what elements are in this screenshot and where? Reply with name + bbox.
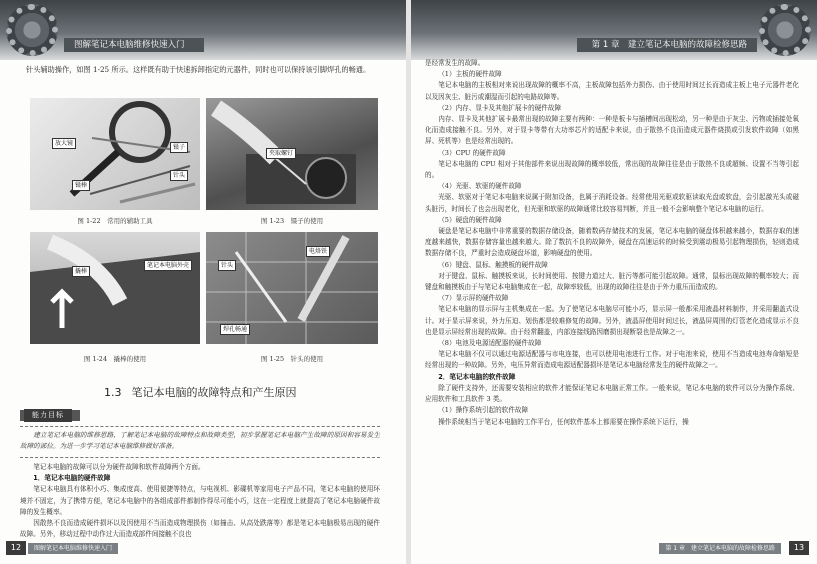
footer-title: 图解笔记本电脑维修快速入门 (28, 543, 118, 554)
intro-paragraph: 针头辅助操作，如图 1-25 所示。这样既有助于快速拆卸指定的元器件，同时也可以保持该引脚焊孔的畅通。 (26, 65, 371, 74)
goal-text: 建立笔记本电脑的维修思路，了解笔记本电脑的故障特点和故障类型，初步掌握笔记本电脑产生故障的原因和容易发生故障的部位。为进一步学习笔记本电脑维修做好准备。 (20, 431, 380, 451)
numbered-heading: （5）硬盘的硬件故障 (438, 215, 502, 224)
right-page (411, 0, 817, 564)
paragraph: 内存、显卡及其他扩展卡最常出现的故障主要有两种：一种是板卡与插槽间出现松动，另一种是由于灰尘、污物或插接处氧化而造成接触不良。另外，对于显卡等带有大功率芯片的适配卡来说，由于散热不良而造成元器件烧损或引发软件故障（如黑屏、死机等）也是经常出现的。 (425, 115, 799, 146)
page-number: 13 (789, 541, 809, 555)
tag-soldering-iron: 电烙铁 (306, 246, 330, 257)
paragraph: 笔记本电脑的 CPU 相对于其他部件来说出现故障的概率较低，常出现的故障往往是由于散热不良或超频、设置不当等引起的。 (425, 159, 799, 180)
paragraph: 除了硬件支持外，还需要安装相应的软件才能保证笔记本电脑正常工作。一般来说，笔记本电脑的软件可以分为操作系统、应用软件和工具软件 3 类。 (425, 383, 799, 404)
figure-1-23-photo (206, 98, 378, 210)
section-heading (104, 384, 297, 400)
tag-laptop-case: 笔记本电脑外壳 (144, 260, 192, 271)
paragraph: 因散热不良而造成硬件损坏以及因使用不当而造成物理损伤（如撞击、从高处跌落等）都是笔记本电脑极易出现的硬件故障。另外，移动过程中动作过大而造成部件间接触不良也 (20, 519, 380, 539)
figure-1-24-photo (30, 232, 200, 344)
paragraph: 笔记本电脑不仅可以通过电源适配器与市电连接，也可以使用电池进行工作。对于电池来说，使用不当造成电池寿命缩短是经常出现的一种故障。另外，电压异常而造成电源适配器损坏是笔记本电脑经常发生的硬件故障之一。 (425, 350, 799, 370)
goal-label: 能力目标 (24, 409, 72, 422)
tag-pry-bar-2: 撬棒 (72, 266, 90, 277)
page-number: 12 (6, 541, 26, 555)
figure-1-22-photo (30, 98, 200, 210)
running-header: 图解笔记本电脑维修快速入门 (64, 38, 204, 52)
tag-hole-clear: 焊孔畅通 (220, 324, 250, 335)
figure-1-25-caption: 图 1-25 针头的使用 (260, 355, 324, 363)
tag-grab-screw: 夹取螺钉 (266, 148, 296, 159)
pry-bar-illustration (30, 232, 200, 344)
figure-1-24-caption: 图 1-24 撬棒的使用 (83, 355, 147, 363)
section-number: 1.3 (104, 386, 122, 399)
numbered-heading: （6）键盘、鼠标、触摸板的硬件故障 (438, 260, 548, 269)
paragraph: 笔记本电脑的主板相对来说出现故障的概率不高，主板故障包括外力损伤、由于使用时间过长而造成主板上电子元器件老化以及因灰尘、脏污或潮湿而引起的电路故障等。 (425, 81, 799, 101)
right-body (425, 58, 799, 428)
numbered-heading: （1）主板的硬件故障 (438, 70, 502, 79)
figure-1-25-photo (206, 232, 378, 344)
numbered-heading: （8）电池及电源适配器的硬件故障 (438, 339, 542, 348)
numbered-heading: （7）显示屏的硬件故障 (438, 294, 509, 303)
footer-title: 第 1 章 建立笔记本电脑的故障检修思路 (659, 543, 781, 554)
paragraph: 笔记本电脑具有体积小巧、集成度高、使用便捷等特点，与电视机、影碟机等家用电子产品不同，笔记本电脑的使用环境并不固定，为了携带方便，笔记本电脑中的各组成部件都制作得尽可能小巧，这在一定程度上就提高了笔记本电脑硬件故障的发生概率。 (20, 485, 380, 516)
tag-pry-bar: 镊棒 (72, 180, 90, 191)
tag-needle: 针头 (170, 170, 188, 181)
tag-needle-2: 针头 (218, 260, 236, 271)
paragraph: 笔记本电脑的显示屏与主机集成在一起。为了使笔记本电脑尽可能小巧，显示屏一般都采用液晶材料制作，并采用翻盖式设计。对于显示屏来说，外力压迫、划伤都是较难修复的故障。另外，液晶屏使用时间过长，液晶屏周围的灯管老化造成显示不良也是显示屏经常出现的故障。由于经常翻盖，内部连接线路因磨损出现断裂也是故障之一。 (425, 305, 799, 336)
gear-icon (759, 4, 811, 56)
tag-tweezers: 镊子 (170, 142, 188, 153)
numbered-heading: （2）内存、显卡及其他扩展卡的硬件故障 (438, 103, 562, 112)
left-header (0, 0, 406, 60)
subheading: 1．笔记本电脑的硬件故障 (33, 474, 111, 483)
goal-box (20, 426, 380, 458)
numbered-heading: （4）光驱、软驱的硬件故障 (438, 182, 522, 191)
figure-1-22-caption: 图 1-22 常用的辅助工具 (77, 217, 153, 225)
tools-illustration (30, 98, 200, 210)
left-body (20, 462, 380, 540)
running-header: 第 1 章 建立笔记本电脑的故障检修思路 (577, 38, 757, 52)
gear-icon (6, 4, 58, 56)
paragraph: 是经常发生的故障。 (425, 59, 485, 67)
subheading: 2．笔记本电脑的软件故障 (438, 372, 516, 381)
paragraph: 对于键盘、鼠标、触摸板来说，长时间使用、按键力道过大、脏污等都可能引起故障。通常，鼠标出现故障的概率较大；而键盘和触摸板由于与笔记本电脑集成在一起，故障率较低，出现的故障往往是由于外力重压而造成的。 (425, 271, 799, 292)
figure-1-23-caption: 图 1-23 镊子的使用 (260, 217, 324, 225)
tag-magnifier: 放大镜 (52, 138, 76, 149)
paragraph: 笔记本电脑的故障可以分为硬件故障和软件故障两个方面。 (33, 463, 205, 471)
left-page (0, 0, 406, 564)
paragraph: 硬盘是笔记本电脑中非常重要的数据存储设备，随着数码存储技术的发展，笔记本电脑的硬盘体积越来越小，数据存取的速度越来越快，数据存储容量也越来越大。除了数抗不良的故障外，硬盘在高速运转的时候受到震动极易引起物理损伤，轻则造成数据存储不良，严重时会造成硬盘坏道，影响硬盘的使用。 (425, 227, 799, 258)
right-header (411, 0, 817, 60)
paragraph: 光驱、软驱对于笔记本电脑来说属于附加设备，也属于消耗设备。经常使用光驱或软驱读取光盘或软盘，会引起激光头或磁头脏污，时间长了也会出现老化，但光驱和软驱的故障通常比较容易判断，并且一般不会影响整个笔记本电脑的运行。 (425, 193, 799, 213)
section-title: 笔记本电脑的故障特点和产生原因 (131, 386, 297, 399)
numbered-heading: （3）CPU 的硬件故障 (438, 148, 506, 157)
numbered-heading: （1）操作系统引起的软件故障 (438, 406, 529, 415)
paragraph: 操作系统相当于笔记本电脑的工作平台，任何软件基本上都需要在操作系统下运行，操 (438, 417, 689, 426)
